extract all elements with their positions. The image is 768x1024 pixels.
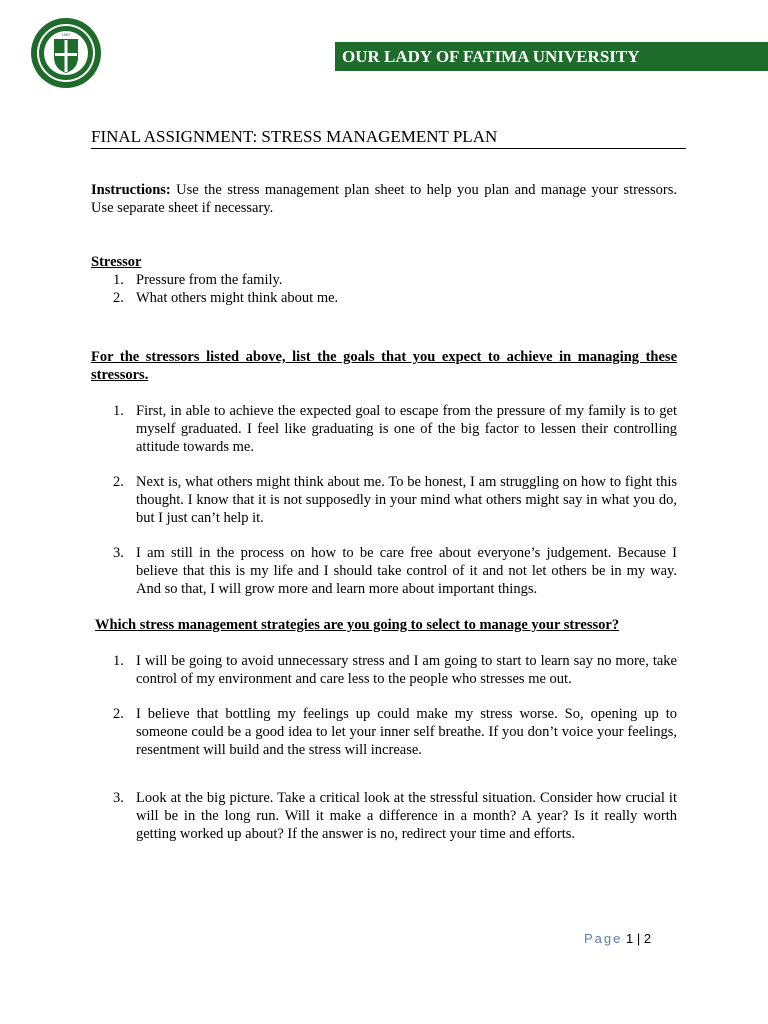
goals-heading: For the stressors listed above, list the goals that you expect to achieve in managing these stressors. xyxy=(91,349,677,383)
strategies-list xyxy=(91,789,677,843)
goals-list xyxy=(91,473,677,527)
university-seal-logo xyxy=(30,17,102,89)
page-separator: | xyxy=(636,931,641,946)
list-item: 3. Look at the big picture. Take a critical look at the stressful situation. Consider how crucial it will be in the long run. Will it make a difference in a month? A year? Is it really worth getting worked up about? If the answer is no, redirect your time and efforts. xyxy=(113,790,677,842)
list-item: 1. First, in able to achieve the expected goal to escape from the pressure of my family is to get myself graduated. I feel like graduating is one of the big factor to lessen their controlling attitude towards me. xyxy=(113,403,677,455)
page-number xyxy=(584,931,651,946)
university-name: OUR LADY OF FATIMA UNIVERSITY xyxy=(342,47,640,66)
instructions xyxy=(91,181,677,217)
instructions-text: Use the stress management plan sheet to help you plan and manage your stressors. Use separate sheet if necessary. xyxy=(91,182,677,216)
page-current: 1 xyxy=(626,931,634,946)
university-banner xyxy=(335,42,768,71)
list-item: 2. What others might think about me. xyxy=(113,290,339,306)
page-title: FINAL ASSIGNMENT: STRESS MANAGEMENT PLAN xyxy=(91,127,686,149)
list-item: 2. I believe that bottling my feelings up could make my stress worse. So, opening up to someone could be a good idea to let your inner self breathe. If you don’t voice your feelings, resentment will build and the stress will increase. xyxy=(113,706,677,758)
stressor-list xyxy=(91,271,677,307)
strategies-list xyxy=(91,652,677,688)
stressor-section xyxy=(91,253,677,307)
strategies-heading: Which stress management strategies are you going to select to manage your stressor? xyxy=(95,617,620,633)
list-item: 1. I will be going to avoid unnecessary stress and I am going to start to learn say no more, take control of my environment and care less to the people who stresses me out. xyxy=(113,653,677,687)
svg-text:1967: 1967 xyxy=(61,32,71,37)
instructions-label: Instructions: xyxy=(91,182,171,198)
list-item: 3. I am still in the process on how to be care free about everyone’s judgement. Because I believe that this is my life and I should take control of it and not let others be in my way. And so that, I will grow more and learn more about important things. xyxy=(113,545,677,597)
goals-list xyxy=(91,544,677,598)
page-label: Page xyxy=(584,931,623,946)
strategies-list xyxy=(91,705,677,759)
page-total: 2 xyxy=(643,931,652,946)
list-item: 1. Pressure from the family. xyxy=(113,272,283,288)
list-item: 2. Next is, what others might think about me. To be honest, I am struggling on how to fight this thought. I know that it is not supposedly in your mind what others might say in what you do, but I just can’t help it. xyxy=(113,474,677,526)
goals-list xyxy=(91,402,677,456)
stressor-heading: Stressor xyxy=(91,254,142,270)
